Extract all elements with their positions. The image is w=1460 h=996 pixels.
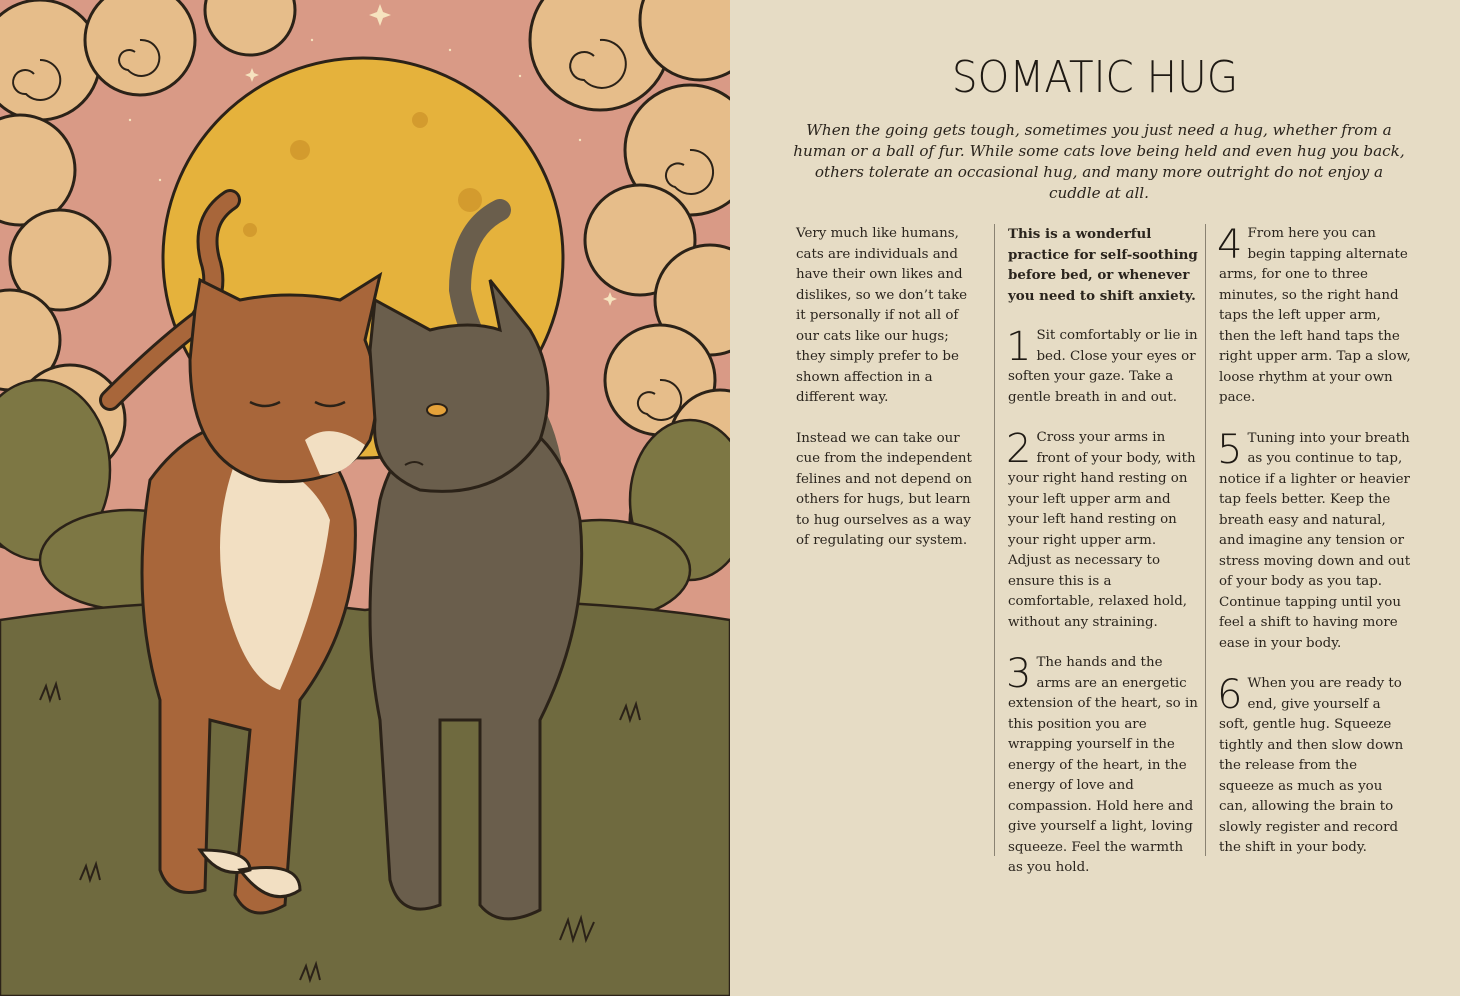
column-divider <box>1205 224 1206 856</box>
step-item <box>1219 224 1411 409</box>
column-1 <box>796 224 980 572</box>
step-text: Cross your arms in front of your body, with your right hand resting on your left upper arm and your left hand resting on your right upper arm. Adjust as necessary to ensure this is a comfortable, relaxed hold, without any straining. <box>1008 430 1196 630</box>
step-item <box>1008 326 1198 408</box>
step-number: 6 <box>1217 672 1243 718</box>
step-number: 4 <box>1217 222 1243 268</box>
column-divider <box>994 224 995 856</box>
step-item <box>1219 674 1411 859</box>
step-item <box>1008 428 1198 633</box>
text-page <box>730 0 1460 996</box>
step-number: 2 <box>1006 426 1032 472</box>
intro-paragraph: When the going gets tough, sometimes you just need a hug, whether from a human or a ball of fur. While some cats love being held and even hug you back, others tolerate an occasional hug, and many more outright do not enjoy a cuddle at all. <box>793 121 1405 202</box>
step-number: 5 <box>1217 426 1243 473</box>
page-title: SOMATIC HUG <box>951 52 1239 103</box>
step-text: Tuning into your breath as you continue to tap, notice if a lighter or heavier tap feels better. Keep the breath easy and natural, and imagine any tension or stress moving down and out of your body as you tap. Continue tapping until you feel a shift to having more ease in your body. <box>1219 430 1411 651</box>
body-paragraph: Very much like humans, cats are individuals and have their own likes and dislikes, so we don’t take it personally if not all of our cats like our hugs; they simply prefer to be shown affection in a different way. <box>796 226 968 405</box>
step-text: From here you can begin tapping alternate arms, for one to three minutes, so the right hand taps the left upper arm, then the left hand taps the right upper arm. Tap a slow, loose rhythm at your own pace. <box>1219 226 1411 405</box>
step-item <box>1008 653 1198 879</box>
body-paragraph: Instead we can take our cue from the independent felines and not depend on others for hugs, but learn to hug ourselves as a way of regulating our system. <box>796 430 973 548</box>
step-text: Sit comfortably or lie in bed. Close your eyes or soften your gaze. Take a gentle breath in and out. <box>1008 328 1198 405</box>
lead-paragraph: This is a wonderful practice for self-soothing before bed, or whenever you need to shift anxiety. <box>1008 226 1198 304</box>
column-3 <box>1219 224 1411 879</box>
step-number: 1 <box>1006 324 1032 370</box>
column-2 <box>1008 224 1198 899</box>
step-item <box>1217 426 1411 655</box>
step-number: 3 <box>1006 651 1032 697</box>
step-text: When you are ready to end, give yourself a soft, gentle hug. Squeeze tightly and then slow down the release from the squeeze as much as you can, allowing the brain to slowly register and record the shift in your body. <box>1219 676 1404 855</box>
ground <box>0 602 730 996</box>
step-text: The hands and the arms are an energetic extension of the heart, so in this position you are wrapping yourself in the energy of the heart, in the energy of love and compassion. Hold here and give yourself a light, loving squeeze. Feel the warmth as you hold. <box>1008 655 1198 875</box>
